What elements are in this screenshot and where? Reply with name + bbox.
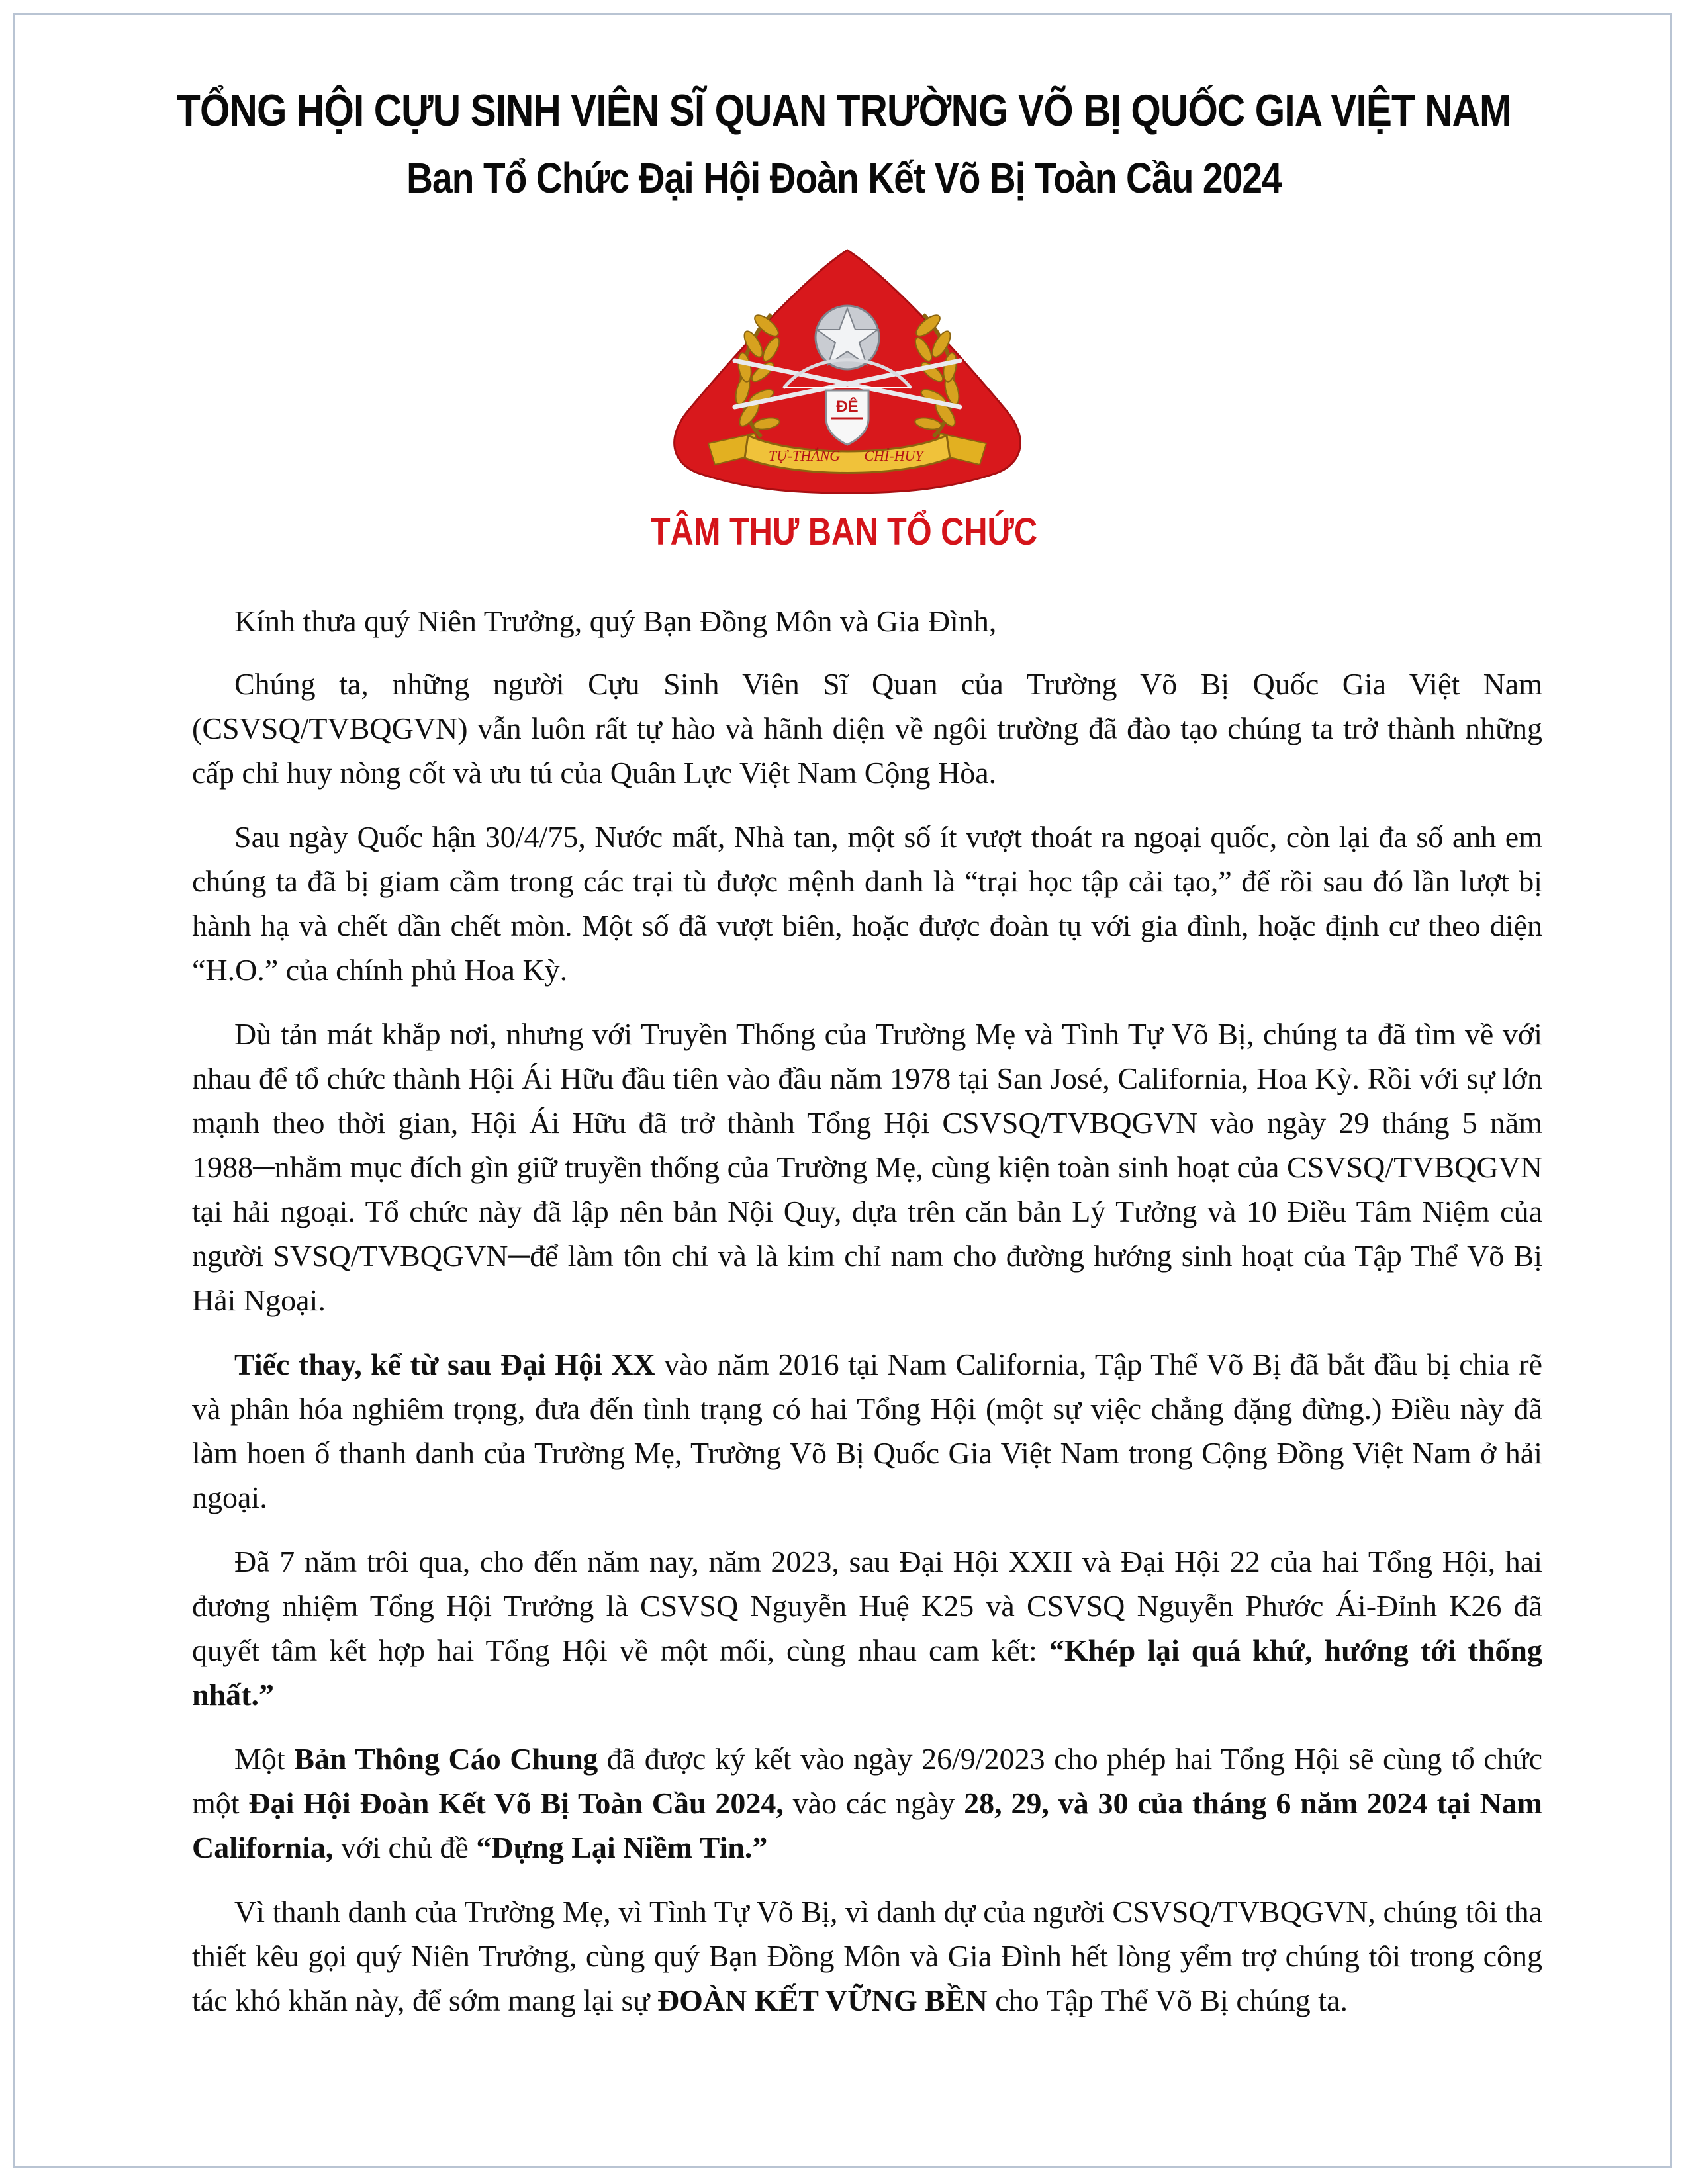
paragraph-6-h: “Dựng Lại Niềm Tin.” bbox=[476, 1831, 768, 1864]
academy-emblem bbox=[662, 245, 1033, 523]
motto-left: TỰ-THẮNG bbox=[768, 447, 841, 464]
paragraph-6-g: với chủ đề bbox=[333, 1831, 477, 1864]
paragraph-5-text: Đã 7 năm trôi qua, cho đến năm nay, năm 2023, sau Đại Hội XXII và Đại Hội 22 của hai Tổng Hội, hai đương nhiệm Tổng Hội Trưởng là CSVSQ Nguyễn Huệ K25 và CSVSQ Nguyễn Phước Ái-Đỉnh K26 đã quyết tâm kết hợp hai Tổng Hội về một mối, cùng nhau cam kết: bbox=[192, 1545, 1542, 1667]
paragraph-4-rest: vào năm 2016 tại Nam California, Tập Thể Võ Bị đã bắt đầu bị chia rẽ và phân hóa nghiêm trọng, đưa đến tình trạng có hai Tổng Hội (một sự việc chẳng đặng đừng.) Điều này đã làm hoen ố thanh danh của Trường Mẹ, Trường Võ Bị Quốc Gia Việt Nam trong Cộng Đồng Việt Nam ở hải ngoại. bbox=[192, 1347, 1542, 1514]
paragraph-6-c: đã được ký kết vào ngày 26/9/2023 cho phép hai Tổng Hội sẽ cùng tổ chức một bbox=[192, 1742, 1542, 1820]
paragraph-1: Chúng ta, những người Cựu Sinh Viên Sĩ Quan của Trường Võ Bị Quốc Gia Việt Nam (CSVSQ/TVBQGVN) vẫn luôn rất tự hào và hãnh diện về ngôi trường đã đào tạo chúng ta trở thành những cấp chỉ huy nòng cốt và ưu tú của Quân Lực Việt Nam Cộng Hòa. bbox=[192, 667, 1542, 790]
paragraph-6-a: Một bbox=[234, 1742, 295, 1776]
paragraph-6-e: vào các ngày bbox=[783, 1786, 964, 1820]
paragraph-6-d: Đại Hội Đoàn Kết Võ Bị Toàn Cầu 2024, bbox=[248, 1786, 784, 1820]
paragraph-7-a: Vì thanh danh của Trường Mẹ, vì Tình Tự Võ Bị, vì danh dự của người CSVSQ/TVBQGVN, chúng tôi tha thiết kêu gọi quý Niên Trưởng, cùng quý Bạn Đồng Môn và Gia Đình hết lòng yểm trợ chúng tôi trong công tác khó khăn này, để sớm mang lại sự bbox=[192, 1895, 1542, 2017]
paragraph-3: Dù tản mát khắp nơi, nhưng với Truyền Thống của Trường Mẹ và Tình Tự Võ Bị, chúng ta đã tìm về với nhau để tổ chức thành Hội Ái Hữu đầu tiên vào đầu năm 1978 tại San José, California, Hoa Kỳ. Rồi với sự lớn mạnh theo thời gian, Hội Ái Hữu đã trở thành Tổng Hội CSVSQ/TVBQGVN vào ngày 29 tháng 5 năm 1988─nhằm mục đích gìn giữ truyền thống của Trường Mẹ, cùng kiện toàn sinh hoạt của CSVSQ/TVBQGVN tại hải ngoại. Tổ chức này đã lập nên bản Nội Quy, dựa trên căn bản Lý Tưởng và 10 Điều Tâm Niệm của người SVSQ/TVBQGVN─để làm tôn chỉ và là kim chỉ nam cho đường hướng sinh hoạt của Tập Thể Võ Bị Hải Ngoại. bbox=[192, 1017, 1542, 1317]
organization-title: TỔNG HỘI CỰU SINH VIÊN SĨ QUAN TRƯỜNG VÕ BỊ QUỐC GIA VIỆT NAM bbox=[177, 85, 1511, 136]
shield-text: ĐÊ bbox=[836, 398, 859, 416]
paragraph-4 bbox=[192, 1342, 1542, 1520]
committee-title: Ban Tổ Chức Đại Hội Đoàn Kết Võ Bị Toàn Cầu 2024 bbox=[406, 154, 1282, 202]
paragraph-2: Sau ngày Quốc hận 30/4/75, Nước mất, Nhà tan, một số ít vượt thoát ra ngoại quốc, còn lại đa số anh em chúng ta đã bị giam cầm trong các trại tù được mệnh danh là “trại học tập cải tạo,” để rồi sau đó lần lượt bị hành hạ và chết dần chết mòn. Một số đã vượt biên, hoặc được đoàn tụ với gia đình, hoặc định cư theo diện “H.O.” của chính phủ Hoa Kỳ. bbox=[192, 820, 1542, 987]
letter-body bbox=[192, 599, 1542, 2042]
paragraph-7-c: cho Tập Thể Võ Bị chúng ta. bbox=[987, 1983, 1348, 2017]
greeting: Kính thưa quý Niên Trưởng, quý Bạn Đồng Môn và Gia Đình, bbox=[234, 604, 997, 638]
paragraph-7 bbox=[192, 1889, 1542, 2023]
letter-title: TÂM THƯ BAN TỔ CHỨC bbox=[650, 510, 1038, 553]
motto-right: CHỈ-HUY bbox=[864, 447, 923, 464]
paragraph-7-b: ĐOÀN KẾT VỮNG BỀN bbox=[657, 1983, 988, 2017]
paragraph-6 bbox=[192, 1737, 1542, 1870]
paragraph-6-b: Bản Thông Cáo Chung bbox=[294, 1742, 598, 1776]
paragraph-4-bold: Tiếc thay, kể từ sau Đại Hội XX bbox=[234, 1347, 655, 1381]
paragraph-6-f: 28, 29, và 30 của tháng 6 năm 2024 tại Nam California, bbox=[192, 1786, 1543, 1864]
paragraph-5-bold: “Khép lại quá khứ, hướng tới thống nhất.” bbox=[192, 1633, 1542, 1711]
paragraph-5 bbox=[192, 1539, 1542, 1717]
